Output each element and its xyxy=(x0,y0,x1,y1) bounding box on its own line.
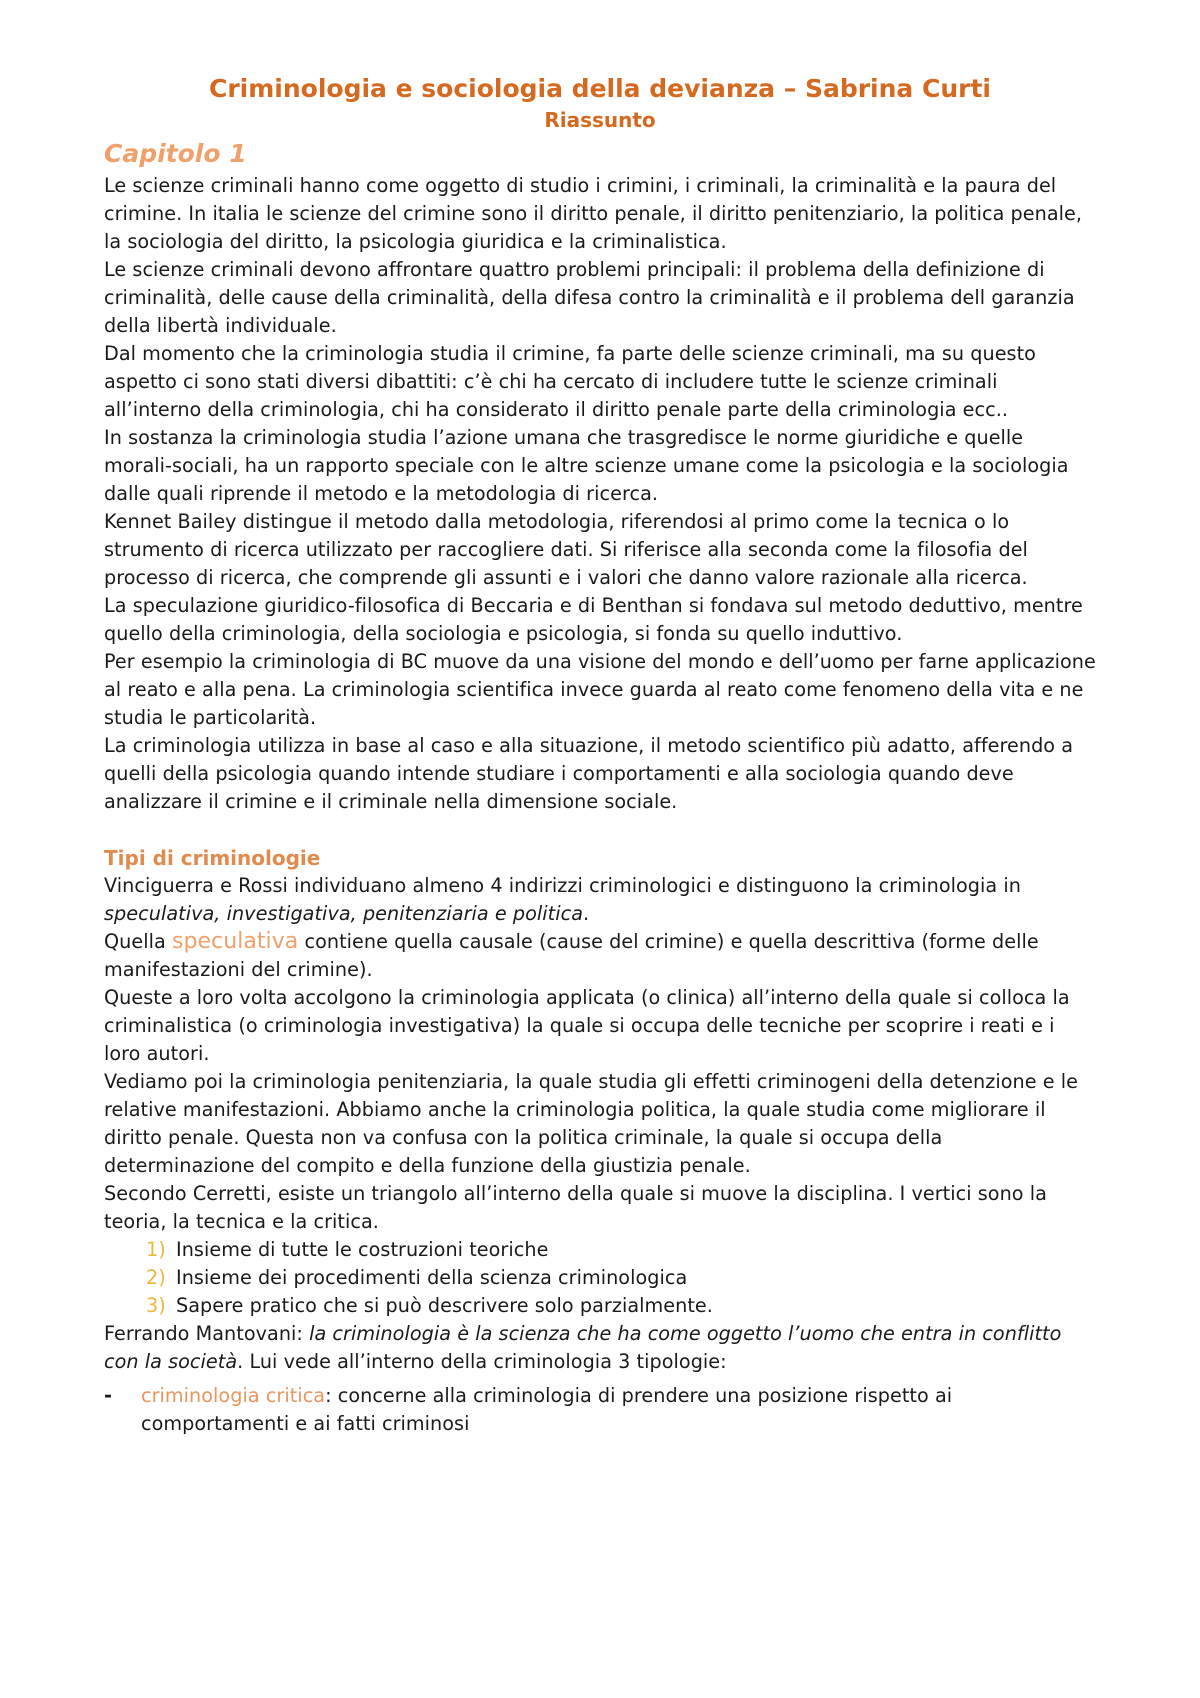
document-subtitle: Riassunto xyxy=(544,108,656,132)
paragraph-text: contiene quella causale (cause del crimine) e quella descrittiva (forme delle manifestazioni del crimine). xyxy=(104,930,1039,981)
list-item-text: Insieme di tutte le costruzioni teoriche xyxy=(176,1238,549,1261)
paragraph-text: Vinciguerra e Rossi individuano almeno 4 indirizzi criminologici e distinguono la criminologia in xyxy=(104,874,1021,897)
list-number: 1) xyxy=(146,1238,166,1261)
paragraph-text: . Lui vede all’interno della criminologia 3 tipologie: xyxy=(237,1350,727,1373)
numbered-list xyxy=(104,1236,1096,1320)
paragraph-text: Ferrando Mantovani: xyxy=(104,1322,310,1345)
section-body xyxy=(104,872,1096,1438)
paragraph: Dal momento che la criminologia studia il crimine, fa parte delle scienze criminali, ma su questo aspetto ci sono stati diversi dibattiti: c’è chi ha cercato di includere tutte le scienze criminali all’interno della criminologia, chi ha considerato il diritto penale parte della criminologia ecc.. xyxy=(104,342,1036,421)
bullet-list xyxy=(104,1382,1096,1438)
chapter-body xyxy=(104,172,1096,816)
paragraph: Le scienze criminali devono affrontare quattro problemi principali: il problema della definizione di criminalità, delle cause della criminalità, della difesa contro la criminalità e il problema dell garanzia della libertà individuale. xyxy=(104,258,1075,337)
paragraph-text: Quella xyxy=(104,930,172,953)
list-item xyxy=(104,1382,1096,1438)
list-item-text: : concerne alla criminologia di prendere una posizione rispetto ai comportamenti e ai fatti criminosi xyxy=(141,1384,953,1435)
paragraph: Queste a loro volta accolgono la criminologia applicata (o clinica) all’interno della quale si colloca la criminalistica (o criminologia investigativa) la quale si occupa delle tecniche per scoprire i reati e i loro autori. xyxy=(104,986,1070,1065)
chapter-heading: Capitolo 1 xyxy=(104,139,247,168)
list-item xyxy=(146,1292,1096,1320)
paragraph xyxy=(104,872,1096,928)
highlighted-term: criminologia critica xyxy=(141,1384,326,1407)
paragraph-italic: la criminologia è la scienza che ha come oggetto l’uomo che entra in conflitto con la società xyxy=(104,1322,1062,1373)
paragraph: La criminologia utilizza in base al caso e alla situazione, il metodo scientifico più adatto, afferendo a quelli della psicologia quando intende studiare i comportamenti e alla sociologia quando deve analizzare il crimine e il criminale nella dimensione sociale. xyxy=(104,734,1074,813)
paragraph: Secondo Cerretti, esiste un triangolo all’interno della quale si muove la disciplina. I vertici sono la teoria, la tecnica e la critica. xyxy=(104,1182,1047,1233)
list-number: 3) xyxy=(146,1294,166,1317)
paragraph: Per esempio la criminologia di BC muove da una visione del mondo e dell’uomo per farne applicazione al reato e alla pena. La criminologia scientifica invece guarda al reato come fenomeno della vita e ne studia le particolarità. xyxy=(104,650,1096,729)
highlighted-term: speculativa xyxy=(171,929,299,954)
paragraph: La speculazione giuridico-filosofica di Beccaria e di Benthan si fondava sul metodo deduttivo, mentre quello della criminologia, della sociologia e psicologia, si fonda su quello induttivo. xyxy=(104,594,1083,645)
paragraph-text: . xyxy=(583,902,590,925)
paragraph-italic: speculativa, investigativa, penitenziaria e politica xyxy=(104,902,583,925)
document-title: Criminologia e sociologia della devianza – Sabrina Curti xyxy=(209,74,991,103)
paragraph: Vediamo poi la criminologia penitenziaria, la quale studia gli effetti criminogeni della detenzione e le relative manifestazioni. Abbiamo anche la criminologia politica, la quale studia come migliorare il diritto penale. Questa non va confusa con la politica criminale, la quale si occupa della determinazione del compito e della funzione della giustizia penale. xyxy=(104,1070,1078,1177)
paragraph: In sostanza la criminologia studia l’azione umana che trasgredisce le norme giuridiche e quelle morali-sociali, ha un rapporto speciale con le altre scienze umane come la psicologia e la sociologia dalle quali riprende il metodo e la metodologia di ricerca. xyxy=(104,426,1069,505)
dash-bullet: - xyxy=(104,1384,113,1407)
paragraph: Le scienze criminali hanno come oggetto di studio i crimini, i criminali, la criminalità e la paura del crimine. In italia le scienze del crimine sono il diritto penale, il diritto penitenziario, la politica penale, la sociologia del diritto, la psicologia giuridica e la criminalistica. xyxy=(104,174,1083,253)
list-item xyxy=(146,1236,1096,1264)
list-item-text: Insieme dei procedimenti della scienza criminologica xyxy=(176,1266,688,1289)
list-item-text: Sapere pratico che si può descrivere solo parzialmente. xyxy=(176,1294,713,1317)
paragraph xyxy=(104,1320,1096,1376)
list-item xyxy=(146,1264,1096,1292)
section-heading: Tipi di criminologie xyxy=(104,846,321,870)
list-number: 2) xyxy=(146,1266,166,1289)
paragraph xyxy=(104,928,1096,984)
paragraph: Kennet Bailey distingue il metodo dalla metodologia, riferendosi al primo come la tecnica o lo strumento di ricerca utilizzato per raccogliere dati. Si riferisce alla seconda come la filosofia del processo di ricerca, che comprende gli assunti e i valori che danno valore razionale alla ricerca. xyxy=(104,510,1028,589)
